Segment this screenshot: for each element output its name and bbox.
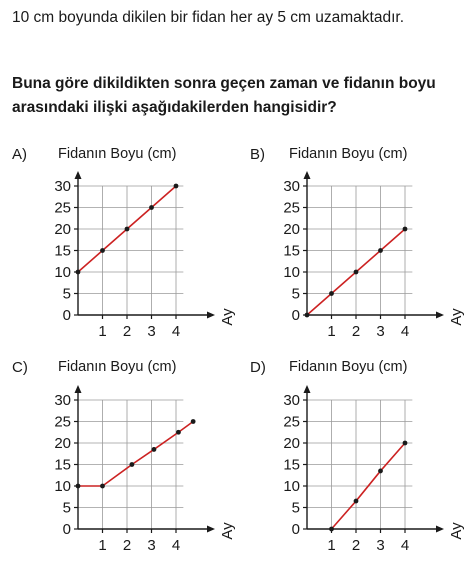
chart-d-x-tick-label: 2: [351, 537, 361, 554]
chart-b-y-tick-label: 15: [283, 242, 300, 260]
chart-b-y-tick-label: 0: [291, 307, 300, 324]
chart-d-title: Fidanın Boyu (cm): [289, 359, 408, 375]
chart-b-x-tick-label: 2: [351, 323, 361, 340]
chart-a-data-point: [149, 205, 154, 210]
chart-d-y-tick-label: 15: [283, 456, 300, 474]
chart-b-y-axis-arrow: [304, 171, 311, 179]
chart-c-y-tick-label: 10: [54, 478, 71, 495]
chart-d-y-tick-label: 10: [283, 478, 300, 495]
chart-d-x-axis-label: Ay: [448, 522, 465, 540]
chart-d-x-tick-label: 1: [327, 537, 336, 554]
chart-a-y-axis-arrow: [75, 171, 82, 179]
option-b-letter[interactable]: B): [250, 146, 265, 163]
chart-c-x-tick-label: 2: [122, 537, 132, 554]
chart-d-data-point: [403, 441, 408, 446]
chart-a-x-axis-arrow: [207, 312, 215, 319]
chart-a-data-point: [125, 227, 130, 232]
chart-a-data-point: [100, 248, 105, 253]
option-c-letter[interactable]: C): [12, 359, 28, 376]
chart-c-x-tick-label: 3: [147, 537, 156, 554]
option-a-letter[interactable]: A): [12, 146, 27, 163]
chart-a-x-tick-label: 2: [122, 323, 132, 340]
chart-d-y-tick-label: 0: [291, 521, 300, 538]
chart-b-x-tick-label: 4: [400, 323, 410, 340]
option-d-letter[interactable]: D): [250, 359, 266, 376]
chart-a-title: Fidanın Boyu (cm): [58, 146, 177, 162]
chart-b-y-tick-label: 5: [291, 285, 300, 303]
chart-d-y-tick-label: 20: [283, 435, 300, 452]
chart-a-y-tick-label: 0: [62, 307, 71, 324]
chart-b-data-point: [378, 248, 383, 253]
chart-b-x-tick-label: 3: [376, 323, 385, 340]
chart-c-data-point: [176, 430, 181, 435]
chart-d-x-axis-arrow: [436, 526, 444, 533]
chart-d-y-axis-arrow: [304, 385, 311, 393]
chart-a-data-point: [174, 184, 179, 189]
chart-b-data-point: [329, 291, 334, 296]
chart-c-y-tick-label: 0: [62, 521, 71, 538]
chart-d-data-point: [354, 499, 359, 504]
chart-a-data-point: [76, 270, 81, 275]
chart-a-y-tick-label: 5: [62, 285, 71, 303]
chart-a-y-tick-label: 30: [54, 178, 71, 195]
chart-c-title: Fidanın Boyu (cm): [58, 359, 177, 375]
chart-d-y-tick-label: 30: [283, 392, 300, 409]
question-prompt: Buna göre dikildikten sonra geçen zaman ve fidanın boyu arasındaki ilişki aşağıdakilerden hangisidir?: [12, 75, 436, 116]
chart-d-data-point: [378, 469, 383, 474]
chart-b-data-point: [354, 270, 359, 275]
chart-c-data-point: [100, 484, 105, 489]
chart-b-x-axis-label: Ay: [448, 308, 465, 326]
chart-b-data-point: [403, 227, 408, 232]
chart-a-x-tick-label: 4: [171, 323, 181, 340]
chart-b-x-axis-arrow: [436, 312, 444, 319]
chart-a-y-tick-label: 10: [54, 264, 71, 281]
chart-c-data-point: [76, 484, 81, 489]
chart-b-y-tick-label: 25: [283, 199, 300, 217]
chart-c-x-tick-label: 1: [98, 537, 107, 554]
chart-d-y-tick-label: 25: [283, 413, 300, 431]
chart-d-x-tick-label: 4: [400, 537, 410, 554]
chart-b-title: Fidanın Boyu (cm): [289, 146, 408, 162]
chart-c-y-tick-label: 5: [62, 499, 71, 517]
chart-b-y-tick-label: 20: [283, 221, 300, 238]
chart-a-x-tick-label: 1: [98, 323, 107, 340]
chart-c-y-tick-label: 25: [54, 413, 71, 431]
chart-b-x-tick-label: 1: [327, 323, 336, 340]
question-stem: 10 cm boyunda dikilen bir fidan her ay 5 cm uzamaktadır.: [12, 9, 405, 26]
chart-a-y-tick-label: 15: [54, 242, 71, 260]
chart-d-x-tick-label: 3: [376, 537, 385, 554]
chart-c-x-axis-arrow: [207, 526, 215, 533]
chart-a-x-axis-label: Ay: [219, 308, 236, 326]
chart-a-y-tick-label: 25: [54, 199, 71, 217]
chart-b-y-tick-label: 10: [283, 264, 300, 281]
chart-c-data-point: [152, 447, 157, 452]
chart-c-y-tick-label: 30: [54, 392, 71, 409]
chart-a-x-tick-label: 3: [147, 323, 156, 340]
chart-c-y-axis-arrow: [75, 385, 82, 393]
chart-c-x-axis-label: Ay: [219, 522, 236, 540]
chart-b-y-tick-label: 30: [283, 178, 300, 195]
chart-c-y-tick-label: 20: [54, 435, 71, 452]
chart-d-data-point: [329, 527, 334, 532]
chart-d-y-tick-label: 5: [291, 499, 300, 517]
chart-c-x-tick-label: 4: [171, 537, 181, 554]
chart-b-data-point: [305, 313, 310, 318]
chart-a-y-tick-label: 20: [54, 221, 71, 238]
chart-c-y-tick-label: 15: [54, 456, 71, 474]
chart-c-data-point: [191, 419, 196, 424]
chart-c-data-point: [130, 462, 135, 467]
